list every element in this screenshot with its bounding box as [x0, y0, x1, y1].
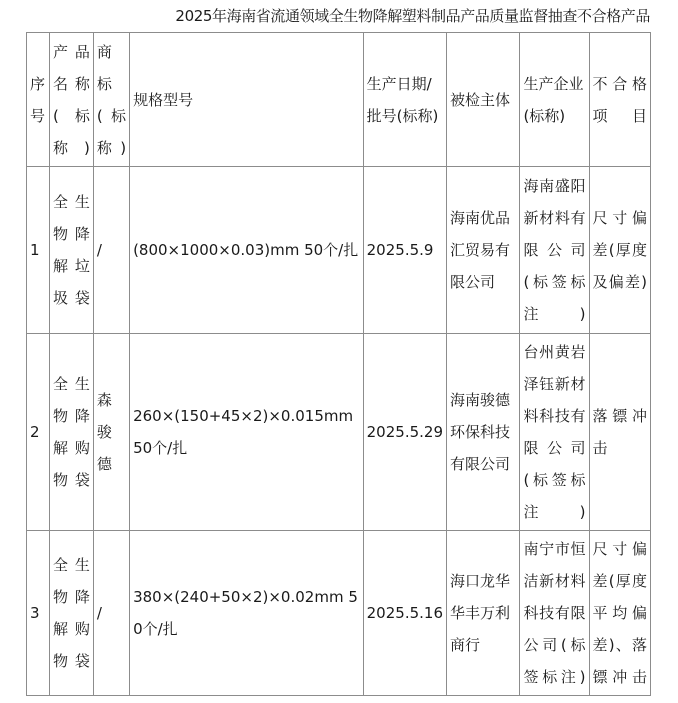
nonconforming-products-table	[26, 32, 651, 696]
cell-nonconforming-item: 尺寸偏差(厚度平均偏差)、落镖冲击	[589, 531, 650, 696]
cell-product-name: 全生物降解购物袋	[50, 531, 94, 696]
cell-production-date: 2025.5.16	[363, 531, 446, 696]
cell-inspected-entity: 海南优品汇贸易有限公司	[446, 167, 519, 334]
cell-manufacturer: 海南盛阳新材料有限公司(标签标注)	[520, 167, 589, 334]
cell-seq: 2	[27, 334, 50, 531]
cell-seq: 1	[27, 167, 50, 334]
cell-brand: /	[93, 167, 129, 334]
cell-nonconforming-item: 尺寸偏差(厚度及偏差)	[589, 167, 650, 334]
cell-inspected-entity: 海南骏德环保科技有限公司	[446, 334, 519, 531]
cell-production-date: 2025.5.29	[363, 334, 446, 531]
cell-spec: 380×(240+50×2)×0.02mm 50个/扎	[130, 531, 364, 696]
header-seq: 序号	[27, 33, 50, 167]
cell-brand: /	[93, 531, 129, 696]
cell-spec: 260×(150+45×2)×0.015mm 50个/扎	[130, 334, 364, 531]
table-row	[27, 531, 651, 696]
table-header-row	[27, 33, 651, 167]
cell-inspected-entity: 海口龙华华丰万利商行	[446, 531, 519, 696]
header-manufacturer: 生产企业(标称)	[520, 33, 589, 167]
table-row	[27, 334, 651, 531]
cell-nonconforming-item: 落镖冲击	[589, 334, 650, 531]
header-inspected-entity: 被检主体	[446, 33, 519, 167]
cell-seq: 3	[27, 531, 50, 696]
header-spec: 规格型号	[130, 33, 364, 167]
cell-manufacturer: 台州黄岩泽钰新材料科技有限公司(标签标注)	[520, 334, 589, 531]
cell-brand: 森骏德	[93, 334, 129, 531]
header-nonconforming-item: 不合格项目	[589, 33, 650, 167]
cell-product-name: 全生物降解购物袋	[50, 334, 94, 531]
header-brand: 商标(标称)	[93, 33, 129, 167]
cell-manufacturer: 南宁市恒洁新材料科技有限公司(标签标注)	[520, 531, 589, 696]
header-product-name: 产品名称(标称)	[50, 33, 94, 167]
page-title: 2025年海南省流通领域全生物降解塑料制品产品质量监督抽查不合格产品	[175, 7, 650, 25]
cell-spec: (800×1000×0.03)mm 50个/扎	[130, 167, 364, 334]
cell-product-name: 全生物降解垃圾袋	[50, 167, 94, 334]
table-row	[27, 167, 651, 334]
cell-production-date: 2025.5.9	[363, 167, 446, 334]
header-production-date: 生产日期/批号(标称)	[363, 33, 446, 167]
